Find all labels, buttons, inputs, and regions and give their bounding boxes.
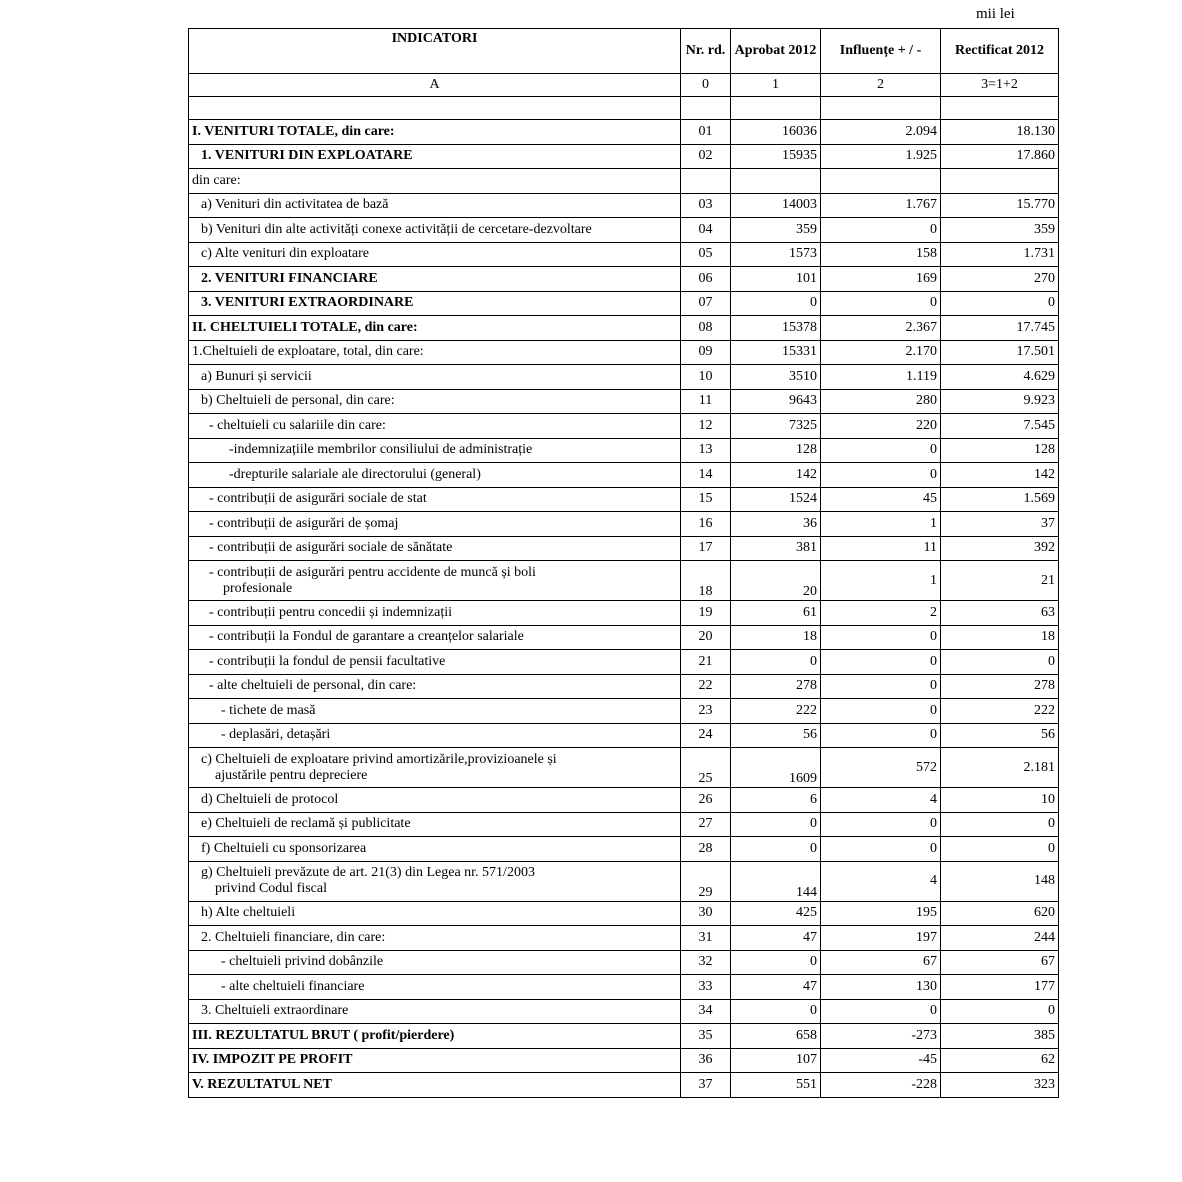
influente-value: 0 <box>821 625 941 650</box>
rectificat-value: 392 <box>941 536 1059 561</box>
aprobat-value: 47 <box>731 926 821 951</box>
aprobat-value: 0 <box>731 950 821 975</box>
row-number: 18 <box>681 561 731 601</box>
rectificat-value: 128 <box>941 438 1059 463</box>
row-number: 14 <box>681 463 731 488</box>
row-number: 12 <box>681 414 731 439</box>
rectificat-value: 17.860 <box>941 144 1059 169</box>
aprobat-value: 15378 <box>731 316 821 341</box>
table-row <box>189 218 1059 243</box>
influente-value: 4 <box>821 861 941 901</box>
influente-value: 0 <box>821 650 941 675</box>
influente-value: 130 <box>821 975 941 1000</box>
influente-value: 2.094 <box>821 120 941 145</box>
table-row <box>189 389 1059 414</box>
table-row <box>189 999 1059 1024</box>
rectificat-value: 359 <box>941 218 1059 243</box>
aprobat-value: 9643 <box>731 389 821 414</box>
aprobat-value: 0 <box>731 812 821 837</box>
influente-value: -273 <box>821 1024 941 1049</box>
row-number: 03 <box>681 193 731 218</box>
influente-value: 1.119 <box>821 365 941 390</box>
aprobat-value <box>731 169 821 194</box>
table-row <box>189 901 1059 926</box>
rectificat-value: 10 <box>941 788 1059 813</box>
row-label: 1. VENITURI DIN EXPLOATARE <box>189 144 681 169</box>
row-number: 22 <box>681 674 731 699</box>
row-number: 23 <box>681 699 731 724</box>
index-cell: 3=1+2 <box>941 74 1059 97</box>
table-row <box>189 926 1059 951</box>
table-row <box>189 242 1059 267</box>
aprobat-value: 359 <box>731 218 821 243</box>
influente-value: 0 <box>821 837 941 862</box>
row-label: h) Alte cheltuieli <box>189 901 681 926</box>
blank-row <box>189 97 1059 120</box>
row-label: V. REZULTATUL NET <box>189 1073 681 1098</box>
aprobat-value: 1524 <box>731 487 821 512</box>
table-row <box>189 625 1059 650</box>
aprobat-value: 101 <box>731 267 821 292</box>
influente-value: 11 <box>821 536 941 561</box>
row-number: 37 <box>681 1073 731 1098</box>
rectificat-value: 4.629 <box>941 365 1059 390</box>
row-label: - contribuții pentru concedii și indemnizații <box>189 601 681 626</box>
influente-value: 0 <box>821 999 941 1024</box>
influente-value: 0 <box>821 218 941 243</box>
row-number: 13 <box>681 438 731 463</box>
table-row <box>189 120 1059 145</box>
row-label: - tichete de masă <box>189 699 681 724</box>
influente-value: 0 <box>821 438 941 463</box>
table-row <box>189 950 1059 975</box>
index-cell: 0 <box>681 74 731 97</box>
aprobat-value: 6 <box>731 788 821 813</box>
row-label-line1: c) Cheltuieli de exploatare privind amortizările,provizioanele și <box>201 751 557 767</box>
rectificat-value: 270 <box>941 267 1059 292</box>
aprobat-value: 15935 <box>731 144 821 169</box>
index-cell: A <box>189 74 681 97</box>
influente-value: 197 <box>821 926 941 951</box>
rectificat-value: 67 <box>941 950 1059 975</box>
table-row <box>189 601 1059 626</box>
row-label: b) Venituri din alte activități conexe activității de cercetare-dezvoltare <box>189 218 681 243</box>
index-cell: 2 <box>821 74 941 97</box>
table-row <box>189 861 1059 901</box>
row-label-line1: - contribuții de asigurări pentru accidente de muncă și boli <box>209 564 536 580</box>
row-label: - cheltuieli privind dobânzile <box>189 950 681 975</box>
rectificat-value: 1.569 <box>941 487 1059 512</box>
row-number: 05 <box>681 242 731 267</box>
rectificat-value: 0 <box>941 999 1059 1024</box>
aprobat-value: 16036 <box>731 120 821 145</box>
aprobat-value: 56 <box>731 723 821 748</box>
row-label: e) Cheltuieli de reclamă și publicitate <box>189 812 681 837</box>
row-number: 25 <box>681 748 731 788</box>
row-label: a) Bunuri și servicii <box>189 365 681 390</box>
table-row <box>189 414 1059 439</box>
row-number: 07 <box>681 291 731 316</box>
influente-value: 0 <box>821 812 941 837</box>
table-row <box>189 365 1059 390</box>
table-row <box>189 837 1059 862</box>
aprobat-value: 61 <box>731 601 821 626</box>
index-row <box>189 74 1059 97</box>
row-number: 36 <box>681 1048 731 1073</box>
rectificat-value: 0 <box>941 837 1059 862</box>
table-row <box>189 463 1059 488</box>
table-row <box>189 438 1059 463</box>
row-number: 11 <box>681 389 731 414</box>
rectificat-value: 7.545 <box>941 414 1059 439</box>
table-row <box>189 561 1059 601</box>
rectificat-value: 15.770 <box>941 193 1059 218</box>
table-row <box>189 1024 1059 1049</box>
influente-value: 0 <box>821 674 941 699</box>
table-row <box>189 1048 1059 1073</box>
influente-value: 2.170 <box>821 340 941 365</box>
table-row <box>189 267 1059 292</box>
row-label: - contribuții de asigurări sociale de sănătate <box>189 536 681 561</box>
table-row <box>189 487 1059 512</box>
table-row <box>189 512 1059 537</box>
table-row <box>189 536 1059 561</box>
row-label: - cheltuieli cu salariile din care: <box>189 414 681 439</box>
row-number: 08 <box>681 316 731 341</box>
table-row <box>189 674 1059 699</box>
row-number: 35 <box>681 1024 731 1049</box>
row-label <box>189 861 681 901</box>
aprobat-value: 7325 <box>731 414 821 439</box>
rectificat-value: 37 <box>941 512 1059 537</box>
table-row <box>189 340 1059 365</box>
row-label: b) Cheltuieli de personal, din care: <box>189 389 681 414</box>
table-row <box>189 699 1059 724</box>
aprobat-value: 14003 <box>731 193 821 218</box>
row-number: 02 <box>681 144 731 169</box>
row-label: - contribuții la Fondul de garantare a creanțelor salariale <box>189 625 681 650</box>
row-number: 10 <box>681 365 731 390</box>
row-label: f) Cheltuieli cu sponsorizarea <box>189 837 681 862</box>
rectificat-value: 142 <box>941 463 1059 488</box>
aprobat-value: 278 <box>731 674 821 699</box>
aprobat-value: 658 <box>731 1024 821 1049</box>
influente-value: 0 <box>821 723 941 748</box>
header-aprobat: Aprobat 2012 <box>731 29 821 74</box>
aprobat-value: 381 <box>731 536 821 561</box>
aprobat-value: 3510 <box>731 365 821 390</box>
influente-value: 0 <box>821 291 941 316</box>
aprobat-value: 1609 <box>731 748 821 788</box>
row-number: 17 <box>681 536 731 561</box>
row-number: 34 <box>681 999 731 1024</box>
aprobat-value: 18 <box>731 625 821 650</box>
row-label: 3. Cheltuieli extraordinare <box>189 999 681 1024</box>
influente-value: 4 <box>821 788 941 813</box>
table-body <box>189 120 1059 1098</box>
row-number: 24 <box>681 723 731 748</box>
influente-value: 0 <box>821 463 941 488</box>
aprobat-value: 222 <box>731 699 821 724</box>
row-label: din care: <box>189 169 681 194</box>
influente-value: -228 <box>821 1073 941 1098</box>
row-number: 01 <box>681 120 731 145</box>
row-label-line1: g) Cheltuieli prevăzute de art. 21(3) din Legea nr. 571/2003 <box>201 865 535 880</box>
row-label-line2: privind Codul fiscal <box>215 881 327 896</box>
row-label: - alte cheltuieli de personal, din care: <box>189 674 681 699</box>
header-influente: Influențe + / - <box>821 29 941 74</box>
rectificat-value: 1.731 <box>941 242 1059 267</box>
row-number: 06 <box>681 267 731 292</box>
row-label <box>189 748 681 788</box>
rectificat-value: 148 <box>941 861 1059 901</box>
unit-note: mii lei <box>976 6 1015 22</box>
row-label: c) Alte venituri din exploatare <box>189 242 681 267</box>
row-number: 04 <box>681 218 731 243</box>
influente-value: 158 <box>821 242 941 267</box>
rectificat-value: 0 <box>941 291 1059 316</box>
rectificat-value: 21 <box>941 561 1059 601</box>
table-row <box>189 812 1059 837</box>
rectificat-value: 17.501 <box>941 340 1059 365</box>
row-label: 3. VENITURI EXTRAORDINARE <box>189 291 681 316</box>
row-label: d) Cheltuieli de protocol <box>189 788 681 813</box>
header-indicatori: INDICATORI <box>189 29 681 74</box>
rectificat-value: 18 <box>941 625 1059 650</box>
aprobat-value: 144 <box>731 861 821 901</box>
table-row <box>189 291 1059 316</box>
row-label: - contribuții la fondul de pensii facultative <box>189 650 681 675</box>
aprobat-value: 47 <box>731 975 821 1000</box>
table-row <box>189 1073 1059 1098</box>
aprobat-value: 425 <box>731 901 821 926</box>
influente-value: 220 <box>821 414 941 439</box>
row-number: 26 <box>681 788 731 813</box>
table-row <box>189 748 1059 788</box>
index-cell: 1 <box>731 74 821 97</box>
row-label-line2: ajustările pentru depreciere <box>215 767 368 783</box>
row-label: 2. Cheltuieli financiare, din care: <box>189 926 681 951</box>
rectificat-value: 278 <box>941 674 1059 699</box>
rectificat-value: 17.745 <box>941 316 1059 341</box>
aprobat-value: 0 <box>731 837 821 862</box>
rectificat-value: 177 <box>941 975 1059 1000</box>
aprobat-value: 36 <box>731 512 821 537</box>
row-number: 09 <box>681 340 731 365</box>
rectificat-value: 9.923 <box>941 389 1059 414</box>
influente-value: 2 <box>821 601 941 626</box>
row-number: 32 <box>681 950 731 975</box>
influente-value: 572 <box>821 748 941 788</box>
rectificat-value: 56 <box>941 723 1059 748</box>
influente-value: 1.925 <box>821 144 941 169</box>
aprobat-value: 0 <box>731 650 821 675</box>
influente-value: 195 <box>821 901 941 926</box>
row-number: 21 <box>681 650 731 675</box>
table-row <box>189 788 1059 813</box>
row-number: 31 <box>681 926 731 951</box>
row-label: - contribuții de asigurări sociale de stat <box>189 487 681 512</box>
row-label: a) Venituri din activitatea de bază <box>189 193 681 218</box>
rectificat-value <box>941 169 1059 194</box>
table-row <box>189 975 1059 1000</box>
rectificat-value: 385 <box>941 1024 1059 1049</box>
table-row <box>189 144 1059 169</box>
table-row <box>189 193 1059 218</box>
header-rectificat: Rectificat 2012 <box>941 29 1059 74</box>
table-row <box>189 316 1059 341</box>
row-label: - alte cheltuieli financiare <box>189 975 681 1000</box>
row-label: 2. VENITURI FINANCIARE <box>189 267 681 292</box>
aprobat-value: 15331 <box>731 340 821 365</box>
aprobat-value: 20 <box>731 561 821 601</box>
row-number: 15 <box>681 487 731 512</box>
row-label: III. REZULTATUL BRUT ( profit/pierdere) <box>189 1024 681 1049</box>
row-label: 1.Cheltuieli de exploatare, total, din care: <box>189 340 681 365</box>
header-row <box>189 29 1059 74</box>
table-row <box>189 650 1059 675</box>
influente-value: 1.767 <box>821 193 941 218</box>
row-label: IV. IMPOZIT PE PROFIT <box>189 1048 681 1073</box>
row-number: 29 <box>681 861 731 901</box>
aprobat-value: 551 <box>731 1073 821 1098</box>
rectificat-value: 620 <box>941 901 1059 926</box>
aprobat-value: 0 <box>731 999 821 1024</box>
header-nr: Nr. rd. <box>681 29 731 74</box>
influente-value: 1 <box>821 561 941 601</box>
rectificat-value: 222 <box>941 699 1059 724</box>
rectificat-value: 63 <box>941 601 1059 626</box>
aprobat-value: 107 <box>731 1048 821 1073</box>
influente-value: -45 <box>821 1048 941 1073</box>
influente-value: 169 <box>821 267 941 292</box>
aprobat-value: 142 <box>731 463 821 488</box>
row-number: 19 <box>681 601 731 626</box>
row-number: 33 <box>681 975 731 1000</box>
influente-value: 280 <box>821 389 941 414</box>
row-label: - deplasări, detașări <box>189 723 681 748</box>
rectificat-value: 18.130 <box>941 120 1059 145</box>
row-label: II. CHELTUIELI TOTALE, din care: <box>189 316 681 341</box>
aprobat-value: 128 <box>731 438 821 463</box>
row-number: 20 <box>681 625 731 650</box>
row-number: 27 <box>681 812 731 837</box>
budget-table <box>188 28 1059 1098</box>
table-row <box>189 169 1059 194</box>
row-number <box>681 169 731 194</box>
influente-value: 0 <box>821 699 941 724</box>
rectificat-value: 0 <box>941 650 1059 675</box>
row-number: 16 <box>681 512 731 537</box>
table-row <box>189 723 1059 748</box>
row-label: - contribuții de asigurări de șomaj <box>189 512 681 537</box>
rectificat-value: 323 <box>941 1073 1059 1098</box>
rectificat-value: 2.181 <box>941 748 1059 788</box>
row-label: -indemnizațiile membrilor consiliului de administrație <box>189 438 681 463</box>
row-number: 28 <box>681 837 731 862</box>
row-label: I. VENITURI TOTALE, din care: <box>189 120 681 145</box>
row-label: -drepturile salariale ale directorului (general) <box>189 463 681 488</box>
influente-value: 45 <box>821 487 941 512</box>
row-label <box>189 561 681 601</box>
aprobat-value: 0 <box>731 291 821 316</box>
aprobat-value: 1573 <box>731 242 821 267</box>
row-label-line2: profesionale <box>223 580 293 596</box>
influente-value: 1 <box>821 512 941 537</box>
influente-value: 2.367 <box>821 316 941 341</box>
row-number: 30 <box>681 901 731 926</box>
influente-value: 67 <box>821 950 941 975</box>
rectificat-value: 0 <box>941 812 1059 837</box>
rectificat-value: 244 <box>941 926 1059 951</box>
influente-value <box>821 169 941 194</box>
rectificat-value: 62 <box>941 1048 1059 1073</box>
